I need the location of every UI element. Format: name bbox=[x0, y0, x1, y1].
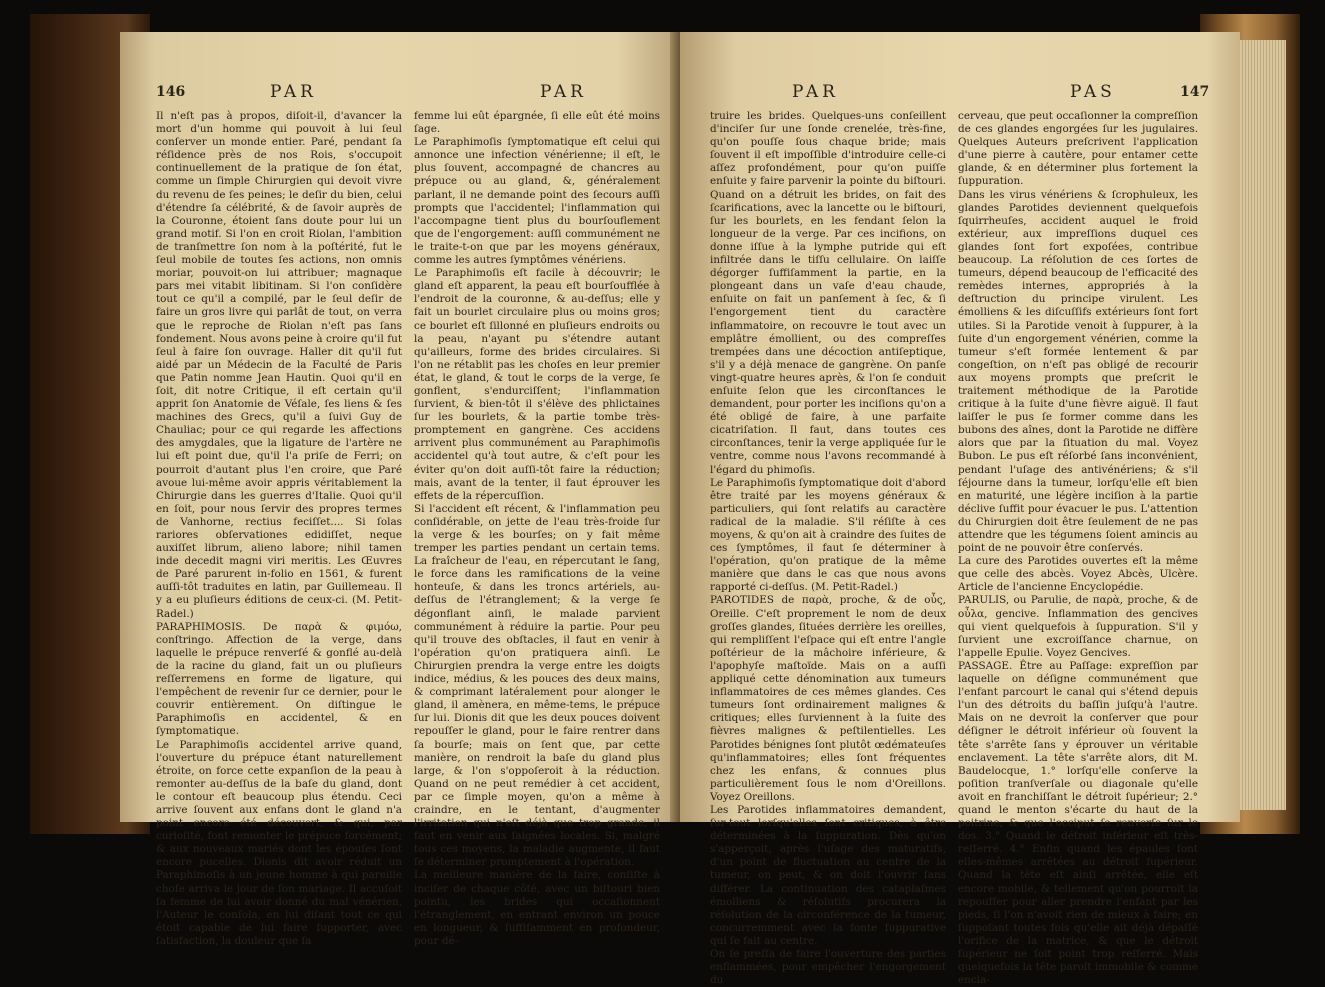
paragraph: Le Paraphimoſis ſymptomatique eſt celui qui annonce une infection vénérienne; il eſt, le plus ſouvent, accompagné de chancres au prépuce ou au gland, &, généralement parlant, il ne demande point des ſecours auſſi prompts que l'accidentel; l'inflammation qui l'accompagne tient plus du bourſouflement que de l'engorgement: auſſi communément ne le traite-t-on que par les moyens généraux, comme les autres ſymptômes vénériens. bbox=[414, 136, 660, 267]
left-head-col2: PAR bbox=[540, 82, 587, 102]
paragraph: On ſe preſſa de faire l'ouverture des parties enflammées, pour empêcher l'engorgement du bbox=[710, 948, 946, 987]
paragraph: PAROTIDES de παρὰ, proche, & de οὖς, Oreille. C'eſt proprement le nom de deux groſſes glandes, ſituées derrière les oreilles, qui rempliſſent l'eſpace qui eſt entre l'angle poſtérieur de la mâchoire inférieure, & l'apophyſe maſtoïde. Mais on a auſſi appliqué cette dénomination aux tumeurs inflammatoires de ces mêmes glandes. Ces tumeurs ſont ordinairement malignes & critiques; elles ſurviennent à la ſuite des fièvres malignes & peſtilentielles. Les Parotides bénignes ſont plutôt œdémateuſes qu'inflammatoires; elles ſont fréquentes chez les enfans, & connues plus particulièrement ſous le nom d'Oreillons. Voyez Oreillons. bbox=[710, 594, 946, 803]
left-page-number: 146 bbox=[156, 84, 186, 100]
paragraph: La cure des Parotides ouvertes eſt la même que celle des abcès. Voyez Abcès, Ulcère. Article de l'ancienne Encyclopédie. bbox=[958, 555, 1198, 594]
paragraph: Le Paraphimoſis eſt facile à découvrir; le gland eſt apparent, la peau eſt bourſoufflée à l'endroit de la couronne, & au-deſſus; elle y fait un bourlet circulaire plus ou moins gros; ce bourlet eſt ſillonné en pluſieurs endroits ou la peau, n'ayant pu s'étendre autant qu'ailleurs, forme des brides circulaires. Si l'on ne rétablit pas les choſes en leur premier état, le gland, & tout le corps de la verge, ſe gonflent, s'endurciſſent; l'inflammation ſurvient, & bien-tôt il s'élève des phlictaines ſur les bourlets, & la partie tombe très-promptement en gangrène. Ces accidens arrivent plus communément au Paraphimoſis accidentel qu'à tout autre, & c'eſt pour les éviter qu'on doit auſſi-tôt faire la réduction; mais, avant de la tenter, il faut éprouver les effets de la répercuſſion. bbox=[414, 267, 660, 502]
open-book bbox=[30, 14, 1300, 987]
right-page-number: 147 bbox=[1180, 84, 1210, 100]
paragraph: Le Paraphimoſis ſymptomatique doit d'abord être traité par les moyens généraux & particuliers, qui ſont relatifs au caractère radical de la maladie. S'il réſiſte à ces moyens, & qu'on ait à craindre des ſuites de ces ſymptômes, il faut ſe déterminer à l'opération, qu'on pratique de la même manière que dans le cas que nous avons rapporté ci-deſſus. (M. Petit-Radel.) bbox=[710, 476, 946, 594]
paragraph: Dans les virus vénériens & ſcrophuleux, les glandes Parotides deviennent quelquefois ſquirrheuſes, accident auquel le froid extérieur, aux impreſſions duquel ces glandes ſont fort expoſées, contribue beaucoup. La réſolution de ces ſortes de tumeurs, dépend beaucoup de l'efficacité des remèdes internes, appropriés à la deſtruction du principe virulent. Les émolliens & les diſcuſſifs extérieurs ſont fort utiles. Si la Parotide venoit à ſuppurer, à la ſuite d'un engorgement vénérien, comme la tumeur s'eſt formée lentement & par congeſtion, on n'eſt pas obligé de recourir aux moyens prompts que preſcrit le traitement méthodique de la Parotide critique à la ſuite d'une fièvre aiguë. Il faut laiſſer le pus ſe former comme dans les bubons des aînes, dont la Parotide ne diffère alors que par la ſituation du mal. Voyez Bubon. Le pus eſt réſorbé ſans inconvénient, pendant l'uſage des antivénériens; & s'il ſéjourne dans la tumeur, lorſqu'elle eſt bien en maturité, une légère inciſion à la partie déclive ſuffit pour évacuer le pus. L'attention du Chirurgien doit être ſeulement de ne pas attendre que les tégumens ſoient amincis au point de ne pouvoir être conſervés. bbox=[958, 188, 1198, 555]
left-running-head bbox=[120, 82, 685, 106]
paragraph: femme lui eût épargnée, ſi elle eût été moins ſage. bbox=[414, 110, 660, 136]
paragraph: PASSAGE. Être au Paſſage: expreſſion par laquelle on déſigne communément que l'enfant parcourt le canal qui s'étend depuis l'un des détroits du baſſin juſqu'à l'autre. Mais on ne devroit la conſerver que pour déſigner le détroit inférieur où ſouvent la tête s'arrête ſans y éprouver un véritable enclavement. La tête s'arrête alors, dit M. Baudelocque, 1.° lorſqu'elle conſerve la poſition tranſverſale ou diagonale qu'elle avoit en franchiſſant le détroit ſupérieur; 2.° quand le menton s'écarte du haut de la poitrine, & que l'occiput ſe renverſe ſur le dos. 3.° Quand le détroit inférieur eſt très-reſſerré. 4.° Enfin quand les épaules ſont elles-mêmes arrêtées au détroit ſupérieur. Quand la tête eſt ainſi arrêtée, elle eſt encore mobile, & tellement qu'on pourroit la repouſſer pour aller prendre l'enfant par les pieds, ſi l'on n'avoit rien de mieux à faire; en ſuppoſant toutes fois qu'elle ait déjà dépaſſé l'orifice de la matrice, & que le détroit ſupérieur ne ſoit point trop reſſerré. Mais quelquefois la tête paroît immobile & comme encla- bbox=[958, 659, 1198, 987]
paragraph: Il n'eſt pas à propos, diſoit-il, d'avancer la mort d'un homme qui pouvoit à lui ſeul conſerver un monde entier. Paré, pendant ſa réſidence près de nos Rois, s'occupoit continuellement de la pratique de ſon état, comme un ſimple Chirurgien qui devoit vivre du revenu de ſes peines; le deſir du bien, celui d'étendre ſa célébrité, & de ſavoir auprès de la Couronne, étoient ſans doute pour lui un grand motif. Si l'on en croit Riolan, l'ambition de tranſmettre ſon nom à la poſtérité, fut le ſeul mobile de toutes ſes actions, non omnis moriar, pouvoit-on lui attribuer; magnaque pars mei vitabit libitinam. Si l'on conſidère tout ce qu'il a compilé, par le ſeul deſir de faire un gros livre qui parlât de tout, on verra que le reproche de Riolan n'eſt pas ſans fondement. Nous avons peine à croire qu'il fut ſeul à faire ſon ouvrage. Haller dit qu'il fut aidé par un Médecin de la Faculté de Paris que Patin nomme Jean Hautin. Quoi qu'il en ſoit, dit notre Critique, il eſt certain qu'il apprit ſon Anatomie de Véſale, ſes liens & ſes machines des Grecs, qu'il a ſuivi Guy de Chauliac; pour ce qui regarde les affections des amygdales, que la ligature de l'artère ne lui eſt point due, qu'il l'a priſe de Ferri; on pourroit d'autant plus l'en croire, que Paré avoue lui-même avoir appris véritablement la Chirurgie dans les guerres d'Italie. Quoi qu'il en ſoit, pour nous ſervir des propres termes de Vanhorne, rectius feciſſet.... Si ſolas rariores obſervationes edidiſſet, neque auxiſſet librum, alieno labore; nihil tamen inde decedit magni viri meritis. Les Œuvres de Paré parurent in-folio en 1561, & furent auſſi-tôt traduites en latin, par Guillemeau. Il y a eu pluſieurs éditions de ceux-ci. (M. Petit-Radel.) bbox=[156, 110, 402, 620]
paragraph: PARAPHIMOSIS. De παρὰ & φιμόω, conſtringo. Affection de la verge, dans laquelle le prépuce renverſé & gonflé au-delà de la racine du gland, fait un ou pluſieurs reſſerremens en forme de ligature, qui l'empêchent de revenir ſur ce dernier, pour le couvrir entièrement. On diſtingue le Paraphimoſis en accidentel, & en ſymptomatique. bbox=[156, 620, 402, 738]
left-column-1 bbox=[156, 110, 402, 947]
left-column-2 bbox=[414, 110, 660, 947]
right-head-col1: PAR bbox=[792, 82, 839, 102]
paragraph: Les Parotides inflammatoires demandent, ſur-tout lorſqu'elles ſont critiques, à être déterminées à la ſuppuration. Dès qu'on s'apperçoit, après l'uſage des maturatifs, d'un point de fluctuation au centre de la tumeur, on peut, & on doit l'ouvrir ſans différer. La continuation des cataplaſmes émolliens & réſolutifs procurera la réſolution de la circonférence de la tumeur, concurremment avec la fonte ſuppurative qui ſe fait au centre. bbox=[710, 803, 946, 947]
right-head-col2: PAS bbox=[1070, 82, 1116, 102]
right-column-1 bbox=[710, 110, 946, 987]
paragraph: La meilleure manière de la faire, conſiſte à inciſer de chaque côté, avec un biſtouri bien pointu, les brides qui occaſionnent l'étranglement, en entrant environ un pouce en longueur, & ſuffiſamment en profondeur, pour dé- bbox=[414, 869, 660, 947]
right-column-2 bbox=[958, 110, 1199, 987]
paragraph: PARULIS, ou Parulie, de παρὰ, proche, & de οὖλα, gencive. Inflammation des gencives qui vient quelquefois à ſuppuration. S'il y ſurvient une excroiſſance charnue, on l'appelle Epulie. Voyez Gencives. bbox=[958, 594, 1198, 659]
paragraph: Le Paraphimoſis accidentel arrive quand, l'ouverture du prépuce étant naturellement étroite, on force cette expanſion de la peau à remonter au-deſſus de la baſe du gland, dont le contour eſt beaucoup plus étendu. Ceci arrive ſouvent aux enfans dont le gland n'a point encore été découvert, & qui, par curioſité, font remonter le prépuce forcément; & aux nouveaux mariés dont les épouſes ſont encore pucelles. Dionis dit avoir réduit un Paraphimoſis à un jeune homme à qui pareille choſe arriva le jour de ſon mariage. Il accuſoit ſa femme de lui avoir donné du mal vénérien, l'Auteur le conſola, en lui diſant tout ce qui étoit capable de lui faire ſupporter, avec ſatisfaction, la douleur que ſa bbox=[156, 738, 402, 947]
left-head-col1: PAR bbox=[270, 82, 317, 102]
paragraph: Si l'accident eſt récent, & l'inflammation peu conſidérable, on jette de l'eau très-froide ſur la verge & les bourſes; on y fait même tremper les parties pendant un certain tems. La fraîcheur de l'eau, en répercutant le ſang, le force dans les ramifications de la veine honteuſe, & dans les troncs artériels, au-deſſus de l'étranglement; & la verge ſe dégonflant ainſi, le malade parvient communément à réduire la partie. Pour peu qu'il trouve des obſtacles, il faut en venir à l'opération qu'on pratiquera ainſi. Le Chirurgien prendra la verge entre les doigts indice, médius, & les pouces des deux mains, & comprimant latéralement pour alonger le gland, il amènera, en même-tems, le prépuce ſur lui. Dionis dit que les deux pouces doivent repouſſer le gland, pour le faire rentrer dans ſa bourſe; mais on ſent que, par cette manière, on rendroit la baſe du gland plus large, & l'on s'oppoſeroit à la réduction. Quand on ne peut remédier à cet accident, par ce ſimple moyen, qu'on a même à craindre, en le tentant, d'augmenter l'irritation qui n'eſt déjà que trop grande, il faut en venir aux ſaignées locales. Si, malgré tous ces moyens, la maladie augmente, il faut ſe déterminer promptement à l'opération. bbox=[414, 502, 660, 869]
right-page bbox=[680, 32, 1240, 987]
paragraph: truire les brides. Quelques-uns conſeillent d'inciſer ſur une ſonde crenelée, très-fine, qu'on pouſſe ſous chaque bride; mais ſouvent il eſt impoſſible d'introduire celle-ci aſſez profondément, pour qu'on puiſſe enſuite y faire parvenir la pointe du biſtouri. Quand on a détruit les brides, on fait des ſcarifications, avec la lancette ou le biſtouri, ſur les bourlets, en les fendant ſelon la longueur de la verge. Par ces incifions, on donne iſſue à la lymphe putride qui eſt infiltrée dans le tiſſu cellulaire. On laiſſe dégorger ſuffiſamment la partie, en la plongeant dans un vaſe d'eau chaude, enſuite on fait un panſement à ſec, & ſi l'engorgement tient du caractère inflammatoire, on recouvre le tout avec un emplâtre émollient, ou des compreſſes trempées dans une décoction antiſeptique, s'il y a déjà menace de gangrène. On panſe vingt-quatre heures après, & l'on ſe conduit enſuite ſelon que les circonſtances le demandent, pour porter les inciſions qu'on a été obligé de faire, à une parfaite cicatriſation. Il faut, dans toutes ces circonſtances, tenir la verge appliquée ſur le ventre, comme nous l'avons recommandé à l'égard du phimoſis. bbox=[710, 110, 946, 476]
left-page bbox=[120, 32, 685, 947]
right-running-head bbox=[680, 82, 1240, 106]
paragraph: cerveau, que peut occaſionner la compreſſion de ces glandes engorgées ſur les jugulaires. Quelques Auteurs preſcrivent l'application d'une pierre à cautère, pour entamer cette glande, & en déterminer plus fortement la ſuppuration. bbox=[958, 110, 1199, 188]
page-edges bbox=[1240, 40, 1286, 810]
